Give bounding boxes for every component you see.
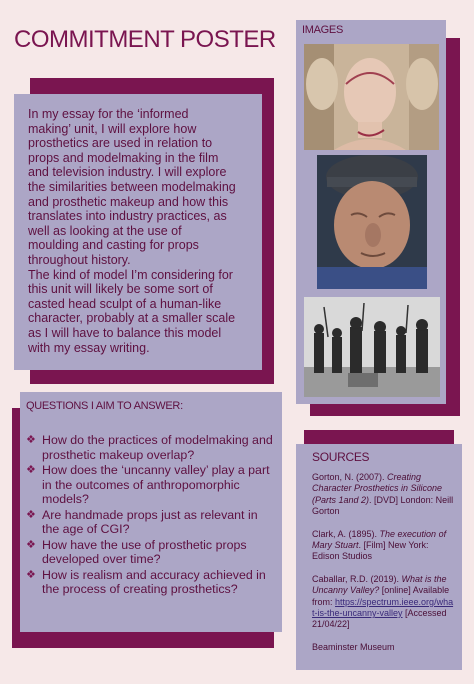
essay-text: In my essay for the ‘informed making’ unit, I will explore how prosthetics are used in relation to props and modelmaking in the film and television industry. I will explore the similarities between modelmaking and prosthetic makeup and how this translates into industry practices, as well as looking at the use of moulding and casting for props throughout history. The kind of model I’m considering for this unit will likely be some sort of casted head sculpt of a human-like character, probably at a smaller scale as I will have to balance this model with my essay writing. xyxy=(28,107,236,355)
source-entry xyxy=(312,574,454,631)
sources-heading: SOURCES xyxy=(312,450,370,464)
source-author: Gorton, N. (2007). xyxy=(312,472,388,482)
source-details: . [DVD] London: Neill Gorton xyxy=(312,494,454,517)
diamond-bullet-icon: ❖ xyxy=(26,434,36,446)
essay-panel xyxy=(14,94,262,370)
question-item xyxy=(26,508,274,537)
diamond-bullet-icon: ❖ xyxy=(26,568,36,581)
head-sculpt-photo xyxy=(304,44,439,150)
question-item xyxy=(26,538,274,567)
source-entry xyxy=(312,642,454,653)
source-accessed: [Accessed 21/04/22] xyxy=(312,608,447,630)
source-title: The execution of Mary Stuart xyxy=(312,528,447,551)
old-man-prosthetic-photo xyxy=(317,155,427,289)
question-text: How does the ‘uncanny valley’ play a part in the outcomes of anthropomorphic models? xyxy=(42,463,270,506)
question-text: Are handmade props just as relevant in the age of CGI? xyxy=(42,507,258,536)
questions-heading: QUESTIONS I AIM TO ANSWER: xyxy=(26,400,183,412)
diamond-bullet-icon: ❖ xyxy=(26,538,36,551)
images-heading: IMAGES xyxy=(302,24,343,36)
source-details: [online] Available from: xyxy=(312,585,450,607)
source-author: Clark, A. (1895). xyxy=(312,528,380,539)
historic-film-still-photo xyxy=(304,297,440,397)
questions-list xyxy=(26,433,274,597)
source-author: Beaminster Museum xyxy=(312,641,395,652)
question-text: How do the practices of modelmaking and prosthetic makeup overlap? xyxy=(42,433,273,462)
source-title: What is the Uncanny Valley? xyxy=(312,573,447,596)
questions-panel xyxy=(20,392,282,632)
diamond-bullet-icon: ❖ xyxy=(26,508,36,521)
images-panel xyxy=(296,20,446,404)
diamond-bullet-icon: ❖ xyxy=(26,464,36,476)
question-item xyxy=(26,433,274,462)
question-item xyxy=(26,463,274,507)
source-entry xyxy=(312,529,454,563)
source-author: Caballar, R.D. (2019). xyxy=(312,573,402,584)
source-details: . [Film] New York: Edison Studios xyxy=(312,540,429,562)
sources-panel xyxy=(296,444,462,670)
question-item xyxy=(26,568,274,597)
question-text: How is realism and accuracy achieved in the process of creating prosthetics? xyxy=(42,567,266,596)
source-title: Creating Character Prosthetics in Silicone (Parts 1and 2) xyxy=(312,472,443,505)
source-entry xyxy=(312,472,454,518)
question-text: How have the use of prosthetic props developed over time? xyxy=(42,537,247,566)
poster-title: COMMITMENT POSTER xyxy=(14,26,276,53)
source-link[interactable]: https://spectrum.ieee.org/what-is-the-uncanny-valley xyxy=(312,596,454,619)
